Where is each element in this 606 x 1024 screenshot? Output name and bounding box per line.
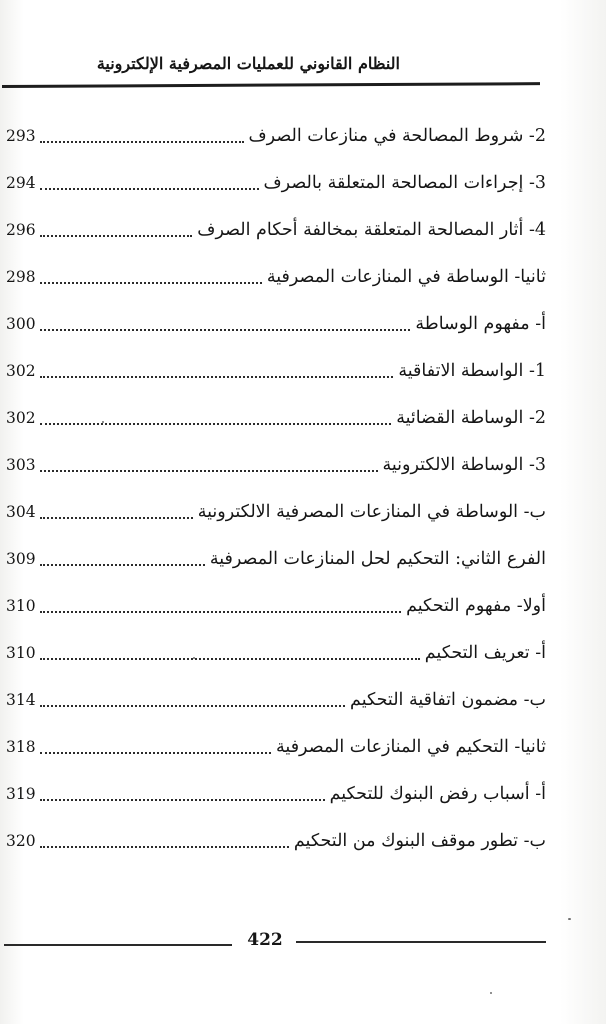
dot-leader: [40, 329, 411, 331]
toc-entry: [6, 723, 546, 771]
toc-entry-page: 320: [6, 832, 36, 850]
print-speck: [490, 992, 492, 994]
dot-leader: [40, 705, 345, 707]
dot-leader: [40, 470, 378, 472]
dot-leader: [40, 611, 402, 613]
toc-entry: [6, 112, 546, 160]
dot-leader: [40, 564, 205, 566]
toc-entry: [6, 206, 546, 254]
toc-entry: [6, 582, 546, 630]
toc-entry-title: 2- الوساطة القضائية: [396, 408, 546, 428]
toc-entry: [6, 535, 546, 583]
toc-entry-page: 314: [6, 691, 36, 709]
toc-entry-title: الفرع الثاني: التحكيم لحل المنازعات المصرفية: [209, 549, 546, 569]
toc-entry-title: ثانيا- الوساطة في المنازعات المصرفية: [266, 267, 546, 287]
toc-entry-title: ب- مضمون اتفاقية التحكيم: [350, 690, 546, 710]
toc-entry-title: ثانيا- التحكيم في المنازعات المصرفية: [276, 737, 546, 757]
print-speck: [193, 657, 195, 659]
toc-entry: [6, 488, 546, 536]
toc-entry: [6, 629, 546, 677]
toc-entry-page: 302: [6, 362, 36, 380]
toc-entry-page: 303: [6, 456, 36, 474]
toc-entry-page: 319: [6, 785, 36, 803]
dot-leader: [40, 376, 394, 378]
toc-entry-title: 3- الوساطة الالكترونية: [382, 455, 546, 475]
running-header: النظام القانوني للعمليات المصرفية الإلكترونية: [96, 54, 400, 73]
dot-leader: [40, 188, 259, 190]
toc-entry: [6, 300, 546, 348]
toc-entry-title: 3- إجراءات المصالحة المتعلقة بالصرف: [263, 173, 546, 193]
dot-leader: [40, 799, 325, 801]
toc-entry-title: 2- شروط المصالحة في منازعات الصرف: [248, 126, 546, 146]
toc-entry-page: 309: [6, 550, 36, 568]
toc-entry-page: 296: [6, 221, 36, 239]
print-speck: [102, 421, 104, 423]
page-number: 422: [247, 930, 283, 950]
toc-entry-title: 1- الواسطة الاتفاقية: [398, 361, 546, 381]
toc-entry: [6, 817, 546, 865]
toc-entry: [6, 253, 546, 301]
toc-entry-page: 298: [6, 268, 36, 286]
toc-entry: [6, 347, 546, 395]
toc-entry-title: 4- أثار المصالحة المتعلقة بمخالفة أحكام الصرف: [197, 220, 546, 240]
dot-leader: [40, 517, 193, 519]
dot-leader: [40, 658, 420, 660]
toc-entry-title: أولا- مفهوم التحكيم: [406, 596, 546, 616]
toc-entry-title: أ- تعريف التحكيم: [424, 643, 546, 663]
toc-entry: [6, 770, 546, 818]
toc-entry-title: ب- تطور موقف البنوك من التحكيم: [293, 831, 546, 851]
toc-entry-page: 293: [6, 127, 36, 145]
footer-rule-right: [296, 941, 546, 943]
dot-leader: [40, 282, 262, 284]
toc-entry-page: 310: [6, 644, 36, 662]
dot-leader: [40, 752, 271, 754]
header-rule: [2, 82, 540, 88]
dot-leader: [40, 235, 193, 237]
footer-rule-left: [4, 944, 232, 946]
toc-entry-page: 302: [6, 409, 36, 427]
print-speck: [568, 918, 571, 920]
toc-entry-title: أ- مفهوم الوساطة: [415, 314, 546, 334]
toc-entry: [6, 394, 546, 442]
dot-leader: [40, 141, 244, 143]
toc-entry-title: ب- الوساطة في المنازعات المصرفية الالكترونية: [197, 502, 546, 522]
toc-entry-page: 294: [6, 174, 36, 192]
toc-entry-page: 310: [6, 597, 36, 615]
dot-leader: [40, 846, 289, 848]
toc-entry: [6, 676, 546, 724]
toc-entry-page: 304: [6, 503, 36, 521]
toc-entry: [6, 159, 546, 207]
toc-entry-page: 318: [6, 738, 36, 756]
toc-entry-title: أ- أسباب رفض البنوك للتحكيم: [329, 784, 546, 804]
toc-entry: [6, 441, 546, 489]
toc-entry-page: 300: [6, 315, 36, 333]
dot-leader: [40, 423, 392, 425]
